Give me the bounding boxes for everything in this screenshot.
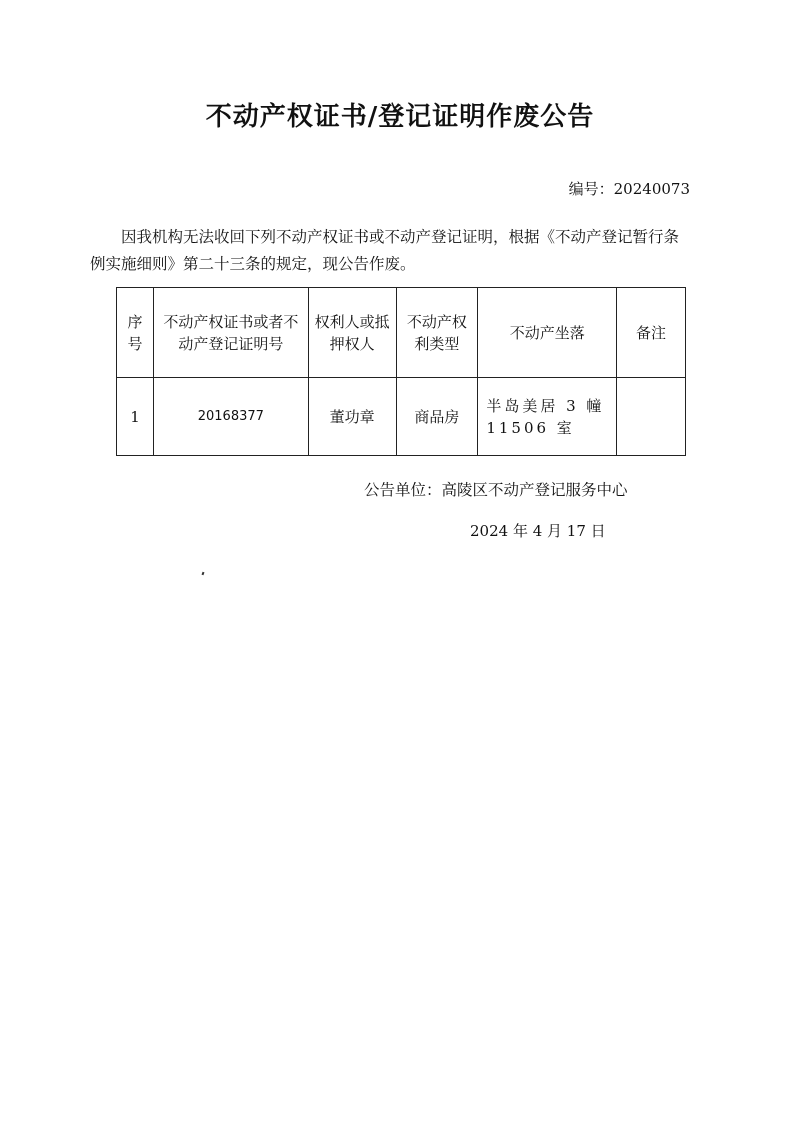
page-title: 不动产权证书/登记证明作废公告 (205, 102, 595, 132)
header-holder: 权利人或抵押权人 (308, 288, 396, 378)
notice-date: 2024 年 4 月 17 日 (470, 522, 606, 540)
issuing-unit: 公告单位：高陵区不动产登记服务中心 (364, 481, 628, 499)
header-cert-no: 不动产权证书或者不动产登记证明号 (153, 288, 308, 378)
invalidation-table (116, 287, 686, 456)
header-seq: 序号 (117, 288, 154, 378)
table-header-row (117, 288, 686, 378)
cell-cert-no: 20168377 (153, 378, 308, 456)
header-right-type: 不动产权利类型 (396, 288, 478, 378)
cell-remarks (617, 378, 686, 456)
cell-holder: 董功章 (308, 378, 396, 456)
cell-location: 半岛美居 3 幢 11506 室 (478, 378, 617, 456)
scan-speck (202, 572, 205, 576)
cell-seq: 1 (117, 378, 154, 456)
table-row (117, 378, 686, 456)
notice-body: 因我机构无法收回下列不动产权证书或不动产登记证明，根据《不动产登记暂行条例实施细则》第二十三条的规定，现公告作废。 (90, 228, 680, 273)
header-remarks: 备注 (617, 288, 686, 378)
cell-right-type: 商品房 (396, 378, 478, 456)
document-number: 编号：20240073 (568, 180, 690, 198)
header-location: 不动产坐落 (478, 288, 617, 378)
